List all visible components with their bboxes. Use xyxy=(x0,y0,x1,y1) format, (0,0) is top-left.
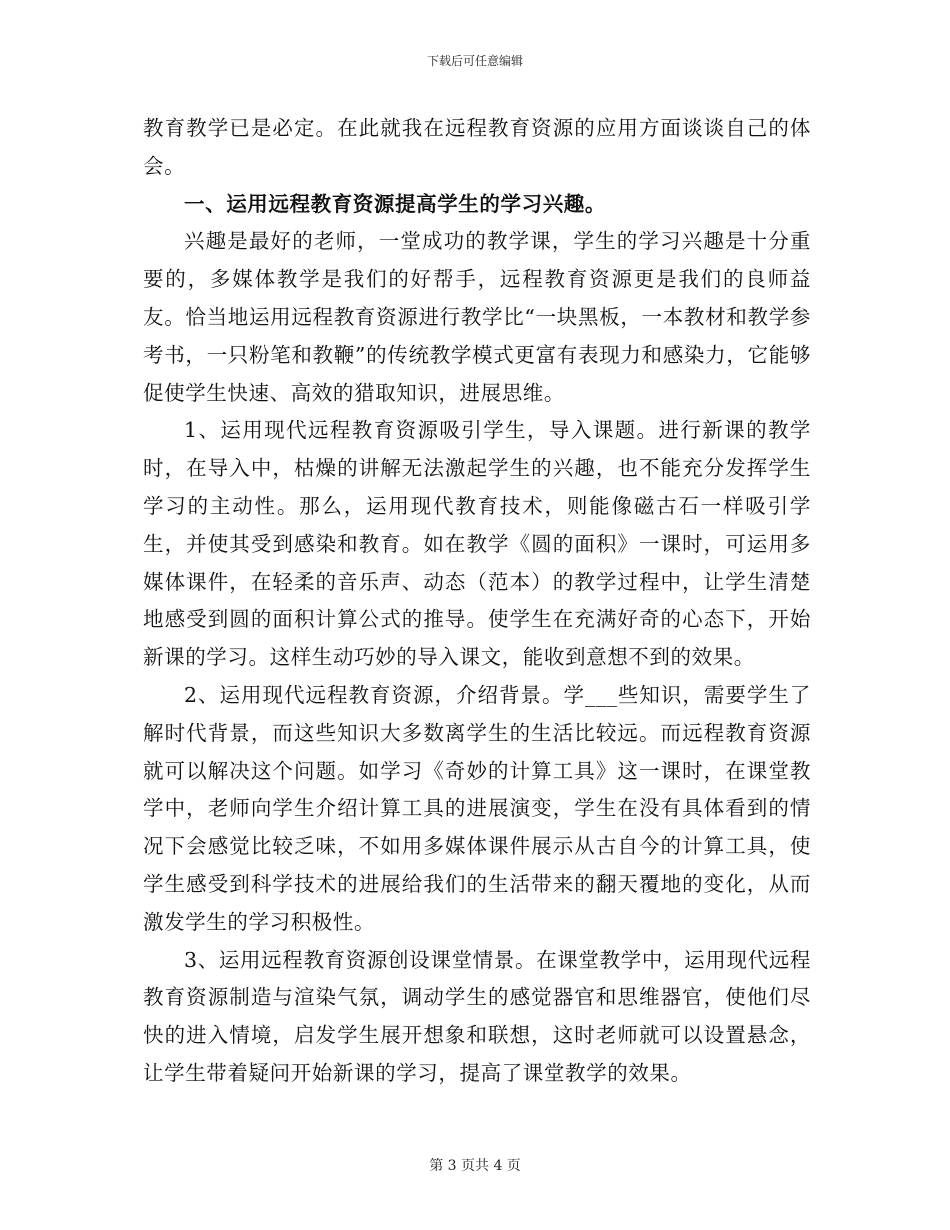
paragraph-intro: 教育教学已是必定。在此就我在远程教育资源的应用方面谈谈自己的体会。 xyxy=(143,116,811,178)
paragraph-interest: 兴趣是最好的老师，一堂成功的教学课，学生的学习兴趣是十分重要的，多媒体教学是我们的好帮手，远程教育资源更是我们的良师益友。恰当地运用远程教育资源进行教学比“一块黑板，一本教材和教学参考书，一只粉笔和教鞭”的传统教学模式更富有表现力和感染力，它能够促使学生快速、高效的猎取知识，进展思维。 xyxy=(143,229,811,405)
paragraph-point-3: 3、运用远程教育资源创设课堂情景。在课堂教学中，运用现代远程教育资源制造与渲染气氛，调动学生的感觉器官和思维器官，使他们尽快的进入情境，启发学生展开想象和联想，这时老师就可以设置悬念，让学生带着疑问开始新课的学习，提高了课堂教学的效果。 xyxy=(143,947,811,1085)
paragraph-point-2: 2、运用现代远程教育资源，介绍背景。学___些知识，需要学生了解时代背景，而这些知识大多数离学生的生活比较远。而远程教育资源就可以解决这个问题。如学习《奇妙的计算工具》这一课时，在课堂教学中，老师向学生介绍计算工具的进展演变，学生在没有具体看到的情况下会感觉比较乏味，不如用多媒体课件展示从古自今的计算工具，使学生感受到科学技术的进展给我们的生活带来的翻天覆地的变化，从而激发学生的学习积极性。 xyxy=(143,682,811,934)
page-header: 下载后可任意编辑 xyxy=(426,54,523,68)
document-body xyxy=(143,110,811,1093)
section-heading: 一、运用远程教育资源提高学生的学习兴趣。 xyxy=(184,191,606,216)
page-footer: 第 3 页共 4 页 xyxy=(429,1158,521,1174)
paragraph-point-1: 1、运用现代远程教育资源吸引学生，导入课题。进行新课的教学时，在导入中，枯燥的讲解无法激起学生的兴趣，也不能充分发挥学生学习的主动性。那么，运用现代教育技术，则能像磁古石一样吸引学生，并使其受到感染和教育。如在教学《圆的面积》一课时，可运用多媒体课件，在轻柔的音乐声、动态（范本）的教学过程中，让学生清楚地感受到圆的面积计算公式的推导。使学生在充满好奇的心态下，开始新课的学习。这样生动巧妙的导入课文，能收到意想不到的效果。 xyxy=(143,418,811,670)
